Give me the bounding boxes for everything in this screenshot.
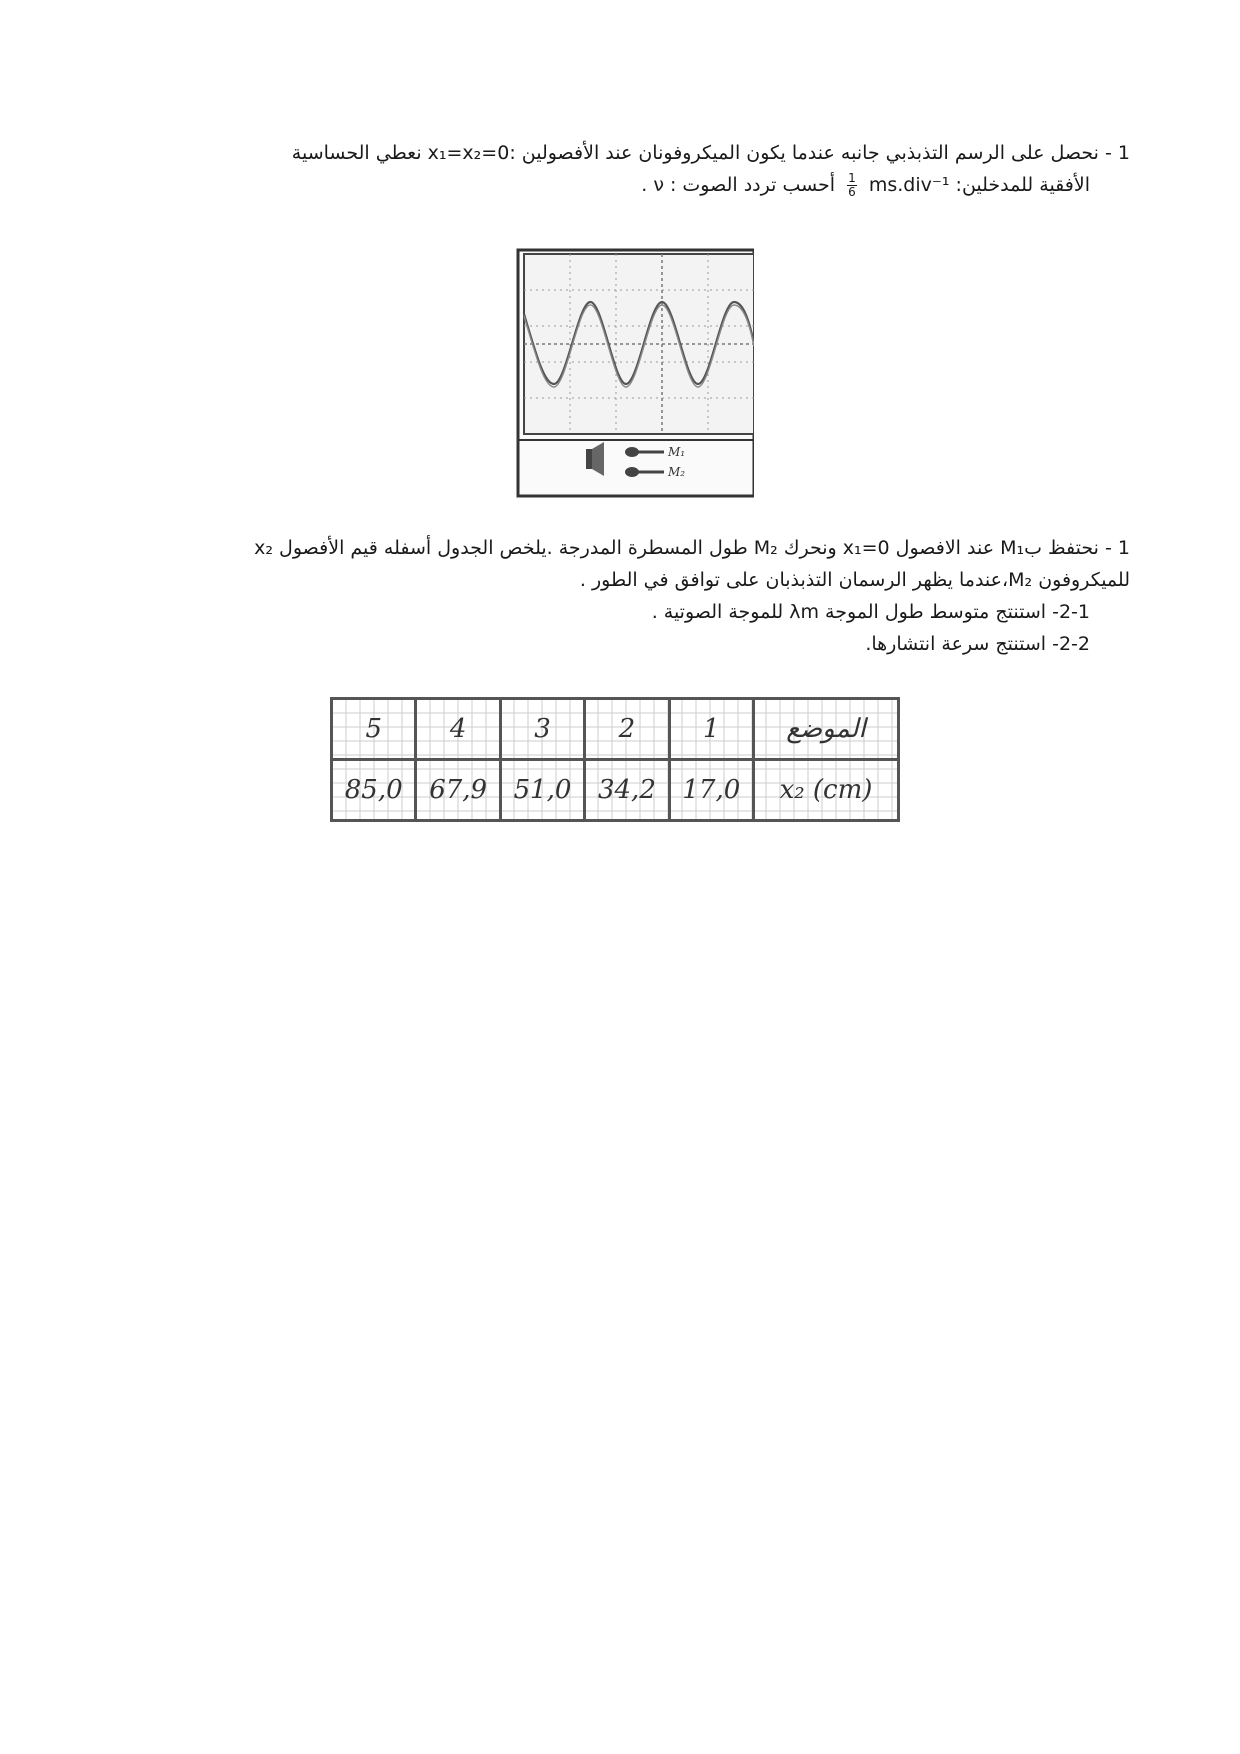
table-row [332, 760, 899, 821]
question-2-text-1: نحتفظ بM₁ عند الافصول x₁=0 ونحرك M₂ طول المسطرة المدرجة .يلخص الجدول أسفله قيم الأفصول x₂ [254, 537, 1099, 559]
question-1-text-d: أحسب تردد الصوت : [669, 174, 836, 196]
table-header-label: الموضع [754, 699, 899, 760]
table-cell: 1 [669, 699, 753, 760]
table-cell: 67,9 [416, 760, 500, 821]
oscilloscope-drawing [514, 244, 754, 499]
question-2-text-2: للميكروفون M₂،عندما يظهر الرسمان التذبذبان على توافق في الطور . [579, 569, 1130, 591]
mic-label-2: M₂ [668, 465, 686, 479]
table-cell: 51,0 [500, 760, 584, 821]
question-1-line-2 [120, 169, 1130, 201]
table-cell: 85,0 [332, 760, 416, 821]
sensitivity-fraction [847, 172, 857, 199]
question-2-2-text: 2-2- استنتج سرعة انتشارها. [865, 633, 1090, 655]
sensitivity-unit: ms.div⁻¹ [868, 174, 950, 196]
question-1-text-c: الأفقية للمدخلين: [955, 174, 1090, 196]
question-2-number: 1 - [1105, 537, 1130, 559]
oscilloscope-figure [514, 244, 754, 499]
mic-label-1: M₁ [668, 445, 686, 459]
question-2-2 [110, 628, 1130, 660]
question-2-1-text: 2-1- استنتج متوسط طول الموجة λm للموجة الصوتية . [651, 601, 1090, 623]
frequency-symbol: ν [653, 174, 664, 196]
table-cell: 34,2 [585, 760, 669, 821]
table-cell: 3 [500, 699, 584, 760]
question-2-line-1 [110, 532, 1130, 564]
table-cell: 2 [585, 699, 669, 760]
question-1-end: . [641, 174, 648, 196]
question-1-equation: x₁=x₂=0 [427, 142, 510, 164]
question-1-text-b: نعطي الحساسية [291, 142, 422, 164]
fraction-numerator: 1 [848, 171, 856, 185]
table-cell: 5 [332, 699, 416, 760]
fraction-denominator: 6 [848, 185, 856, 199]
question-1 [120, 137, 1130, 201]
table-row-label: x₂ (cm) [754, 760, 899, 821]
positions-table [330, 697, 900, 822]
question-1-number: 1 - [1105, 142, 1130, 164]
table-cell: 17,0 [669, 760, 753, 821]
question-1-text-a: نحصل على الرسم التذبذبي جانبه عندما يكون الميكروفونان عند الأفصولين : [509, 142, 1099, 164]
question-2 [110, 532, 1130, 660]
question-1-line-1 [120, 137, 1130, 169]
table-header-row [332, 699, 899, 760]
table-cell: 4 [416, 699, 500, 760]
question-2-1 [110, 596, 1130, 628]
question-2-line-2 [110, 564, 1130, 596]
